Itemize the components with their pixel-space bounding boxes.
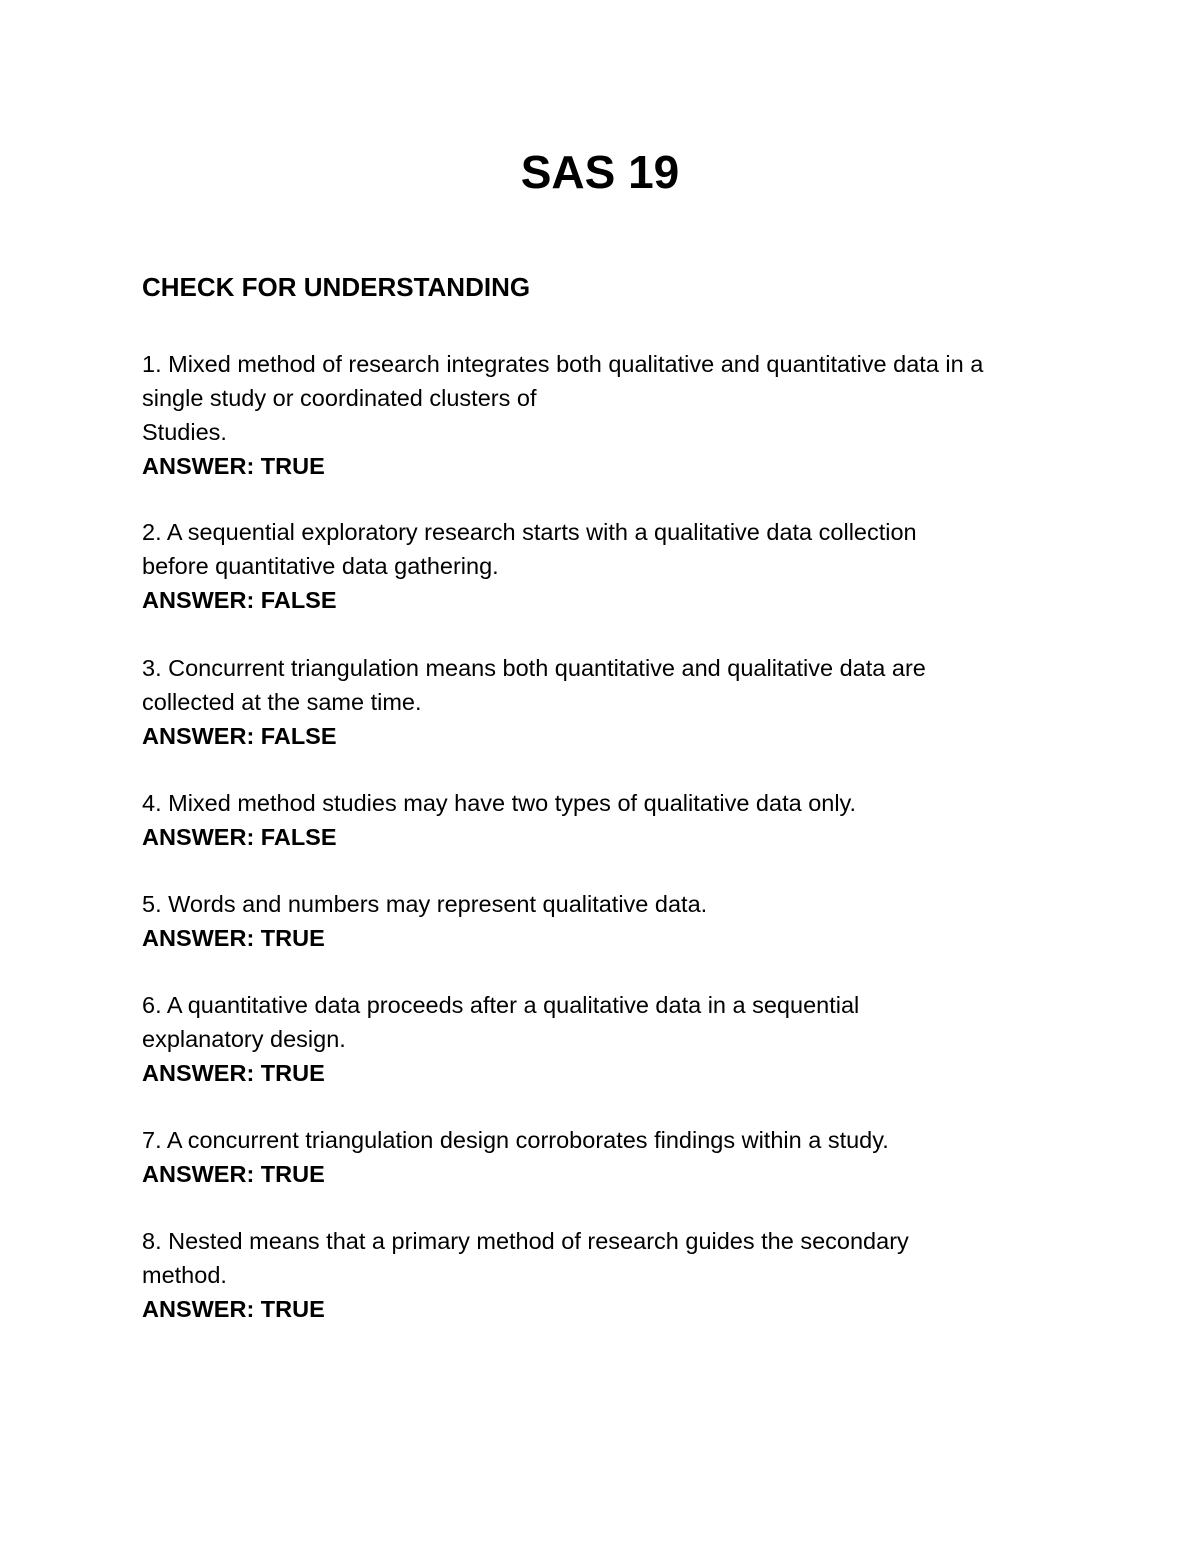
question-item: [142, 887, 1082, 955]
question-text-line: collected at the same time.: [142, 689, 422, 715]
question-text-line: 6. A quantitative data proceeds after a qualitative data in a sequential: [142, 992, 860, 1018]
answer-text: ANSWER: TRUE: [142, 1060, 325, 1086]
question-text-line: 5. Words and numbers may represent qualitative data.: [142, 891, 708, 917]
question-item: [142, 347, 1082, 483]
question-text-line: 8. Nested means that a primary method of research guides the secondary: [142, 1228, 909, 1254]
answer-text: ANSWER: TRUE: [142, 1296, 325, 1322]
question-text-line: before quantitative data gathering.: [142, 553, 499, 579]
question-item: [142, 1224, 1082, 1326]
question-item: [142, 1123, 1082, 1191]
question-text-line: single study or coordinated clusters of: [142, 385, 537, 411]
answer-text: ANSWER: FALSE: [142, 824, 337, 850]
answer-text: ANSWER: TRUE: [142, 925, 325, 951]
document-title: SAS 19: [520, 146, 680, 198]
question-text-line: explanatory design.: [142, 1026, 346, 1052]
question-item: [142, 786, 1082, 854]
section-heading: CHECK FOR UNDERSTANDING: [142, 272, 531, 302]
question-text-line: 3. Concurrent triangulation means both quantitative and qualitative data are: [142, 655, 926, 681]
answer-text: ANSWER: TRUE: [142, 453, 325, 479]
question-item: [142, 988, 1082, 1090]
question-text-line: 4. Mixed method studies may have two types of qualitative data only.: [142, 790, 857, 816]
answer-text: ANSWER: FALSE: [142, 723, 337, 749]
question-text-line: method.: [142, 1262, 227, 1288]
question-item: [142, 651, 1082, 753]
question-item: [142, 515, 1082, 617]
question-text-line: 7. A concurrent triangulation design corroborates findings within a study.: [142, 1127, 889, 1153]
question-text-line: Studies.: [142, 419, 227, 445]
answer-text: ANSWER: TRUE: [142, 1161, 325, 1187]
question-text-line: 1. Mixed method of research integrates both qualitative and quantitative data in a: [142, 351, 984, 377]
question-text-line: 2. A sequential exploratory research starts with a qualitative data collection: [142, 519, 917, 545]
answer-text: ANSWER: FALSE: [142, 587, 337, 613]
